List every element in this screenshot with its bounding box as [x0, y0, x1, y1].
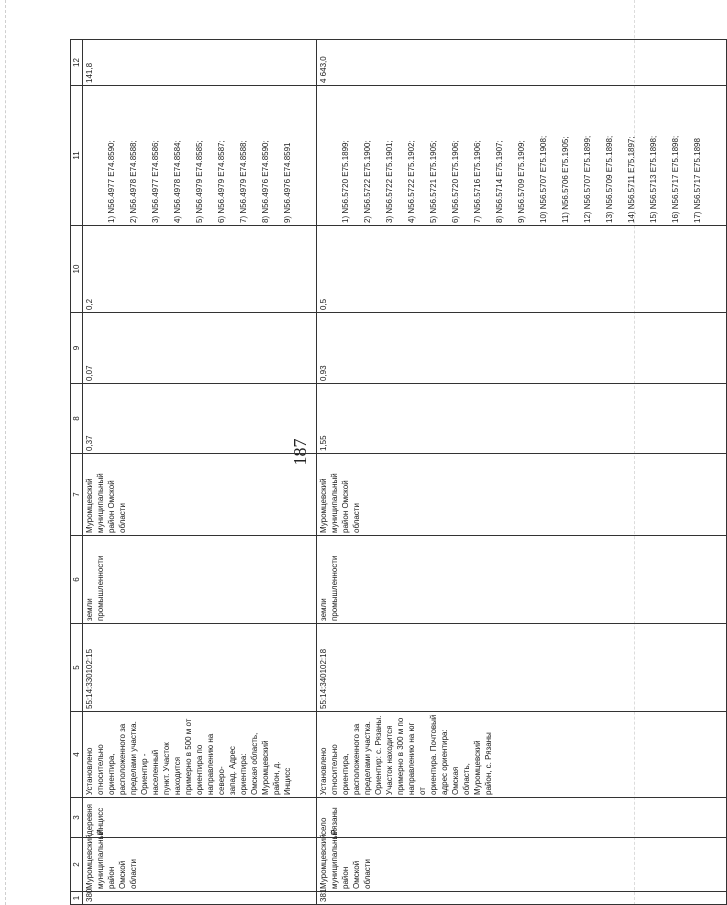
column-number: 7 — [71, 454, 83, 536]
coordinates-cell — [317, 86, 727, 226]
coordinate-item: 9) N56.4976 E74.8591 — [283, 142, 292, 223]
municipality-cell: Муромцевский муниципальный район Омской области — [83, 838, 317, 892]
coordinate-item: 15) N56.5713 E75.1898; — [649, 135, 658, 223]
row-number: 380 — [83, 892, 317, 905]
column-number: 5 — [71, 624, 83, 712]
land-category-cell: земли промышленности — [317, 536, 727, 624]
coordinate-item: 16) N56.5717 E75.1898; — [671, 135, 680, 223]
settlement-cell: деревня Инцисс — [83, 798, 317, 838]
coordinates-cell — [83, 86, 317, 226]
region-cell: Муромцевский муниципальный район Омской области — [317, 454, 727, 536]
value-column-8: 1,55 — [317, 384, 727, 454]
row-number: 381 — [317, 892, 727, 905]
coordinate-item: 5) N56.4979 E74.8585; — [195, 140, 204, 223]
column-number: 2 — [71, 838, 83, 892]
value-column-12: 141,8 — [83, 40, 317, 86]
value-column-9: 0,07 — [83, 313, 317, 384]
region-cell: Муромцевский муниципальный район Омской области — [83, 454, 317, 536]
coordinate-item: 1) N56.5720 E75.1899; — [341, 140, 350, 223]
column-number: 4 — [71, 712, 83, 798]
coordinate-item: 3) N56.5722 E75.1901; — [385, 140, 394, 223]
cadastral-number-cell: 55:14:330102:15 — [83, 624, 317, 712]
land-category-cell: земли промышленности — [83, 536, 317, 624]
column-number: 6 — [71, 536, 83, 624]
column-number: 3 — [71, 798, 83, 838]
value-column-10: 0,2 — [83, 226, 317, 313]
coordinate-item: 2) N56.5722 E75.1900; — [363, 140, 372, 223]
coordinate-item: 11) N56.5706 E75.1905; — [561, 136, 570, 223]
location-description-cell: Установлено относительно ориентира, расположенного за пределами участка. Ориентир: с. Рязаны. Участок находится примерно в 300 м по направлению на юг от ориентира. Почтовый адрес ориентира: Омская область, Муромцевский район, с. Рязаны — [317, 712, 727, 798]
column-number-row — [71, 40, 83, 905]
coordinate-item: 10) N56.5707 E75.1908; — [539, 135, 548, 223]
coordinate-item: 12) N56.5707 E75.1899; — [583, 135, 592, 223]
table-row — [83, 40, 317, 905]
coordinate-item: 1) N56.4977 E74.8590; — [107, 140, 116, 223]
coordinate-list — [329, 88, 714, 223]
page-number: 187 — [290, 438, 310, 466]
coordinate-item: 7) N56.4979 E74.8588; — [239, 140, 248, 223]
coordinate-item: 8) N56.4976 E74.8590; — [261, 140, 270, 223]
coordinate-item: 6) N56.5720 E75.1906; — [451, 140, 460, 223]
coordinate-item: 2) N56.4978 E74.8588; — [129, 140, 138, 223]
coordinate-item: 8) N56.5714 E75.1907; — [495, 140, 504, 223]
location-description-cell: Установлено относительно ориентира, расположенного за пределами участка. Ориентир - населенный пункт. Участок находится примерно в 500 м от ориентира по направлению на северо- запад. Адрес ориентира: Омская область, Муромцевский район, д. Инцисс — [83, 712, 317, 798]
value-column-10: 0,5 — [317, 226, 727, 313]
coordinate-item: 5) N56.5721 E75.1905; — [429, 140, 438, 223]
coordinate-item: 14) N56.5711 E75.1897; — [627, 136, 636, 223]
value-column-12: 4 643,0 — [317, 40, 727, 86]
coordinate-item: 4) N56.4978 E74.8584; — [173, 140, 182, 223]
column-number: 12 — [71, 40, 83, 86]
coordinate-item: 6) N56.4979 E74.8587; — [217, 140, 226, 223]
municipality-cell: Муромцевский муниципальный район Омской области — [317, 838, 727, 892]
coordinate-item: 7) N56.5716 E75.1906; — [473, 140, 482, 223]
column-number: 11 — [71, 86, 83, 226]
column-number: 8 — [71, 384, 83, 454]
coordinate-item: 4) N56.5722 E75.1902; — [407, 140, 416, 223]
column-number: 9 — [71, 313, 83, 384]
table-area — [70, 40, 702, 905]
scan-edge-left — [5, 0, 6, 905]
cadastral-number-cell: 55:14:340102:18 — [317, 624, 727, 712]
coordinate-list — [95, 88, 304, 223]
coordinate-item: 17) N56.5717 E75.1898 — [693, 138, 702, 223]
table-row — [317, 40, 727, 905]
coordinate-item: 3) N56.4977 E74.8586; — [151, 140, 160, 223]
coordinate-item: 13) N56.5709 E75.1898; — [605, 135, 614, 223]
column-number: 10 — [71, 226, 83, 313]
coordinate-item: 9) N56.5709 E75.1909; — [517, 140, 526, 223]
land-plots-table — [70, 39, 727, 905]
value-column-8: 0,37 — [83, 384, 317, 454]
value-column-9: 0,93 — [317, 313, 727, 384]
settlement-cell: село Рязаны — [317, 798, 727, 838]
column-number: 1 — [71, 892, 83, 905]
